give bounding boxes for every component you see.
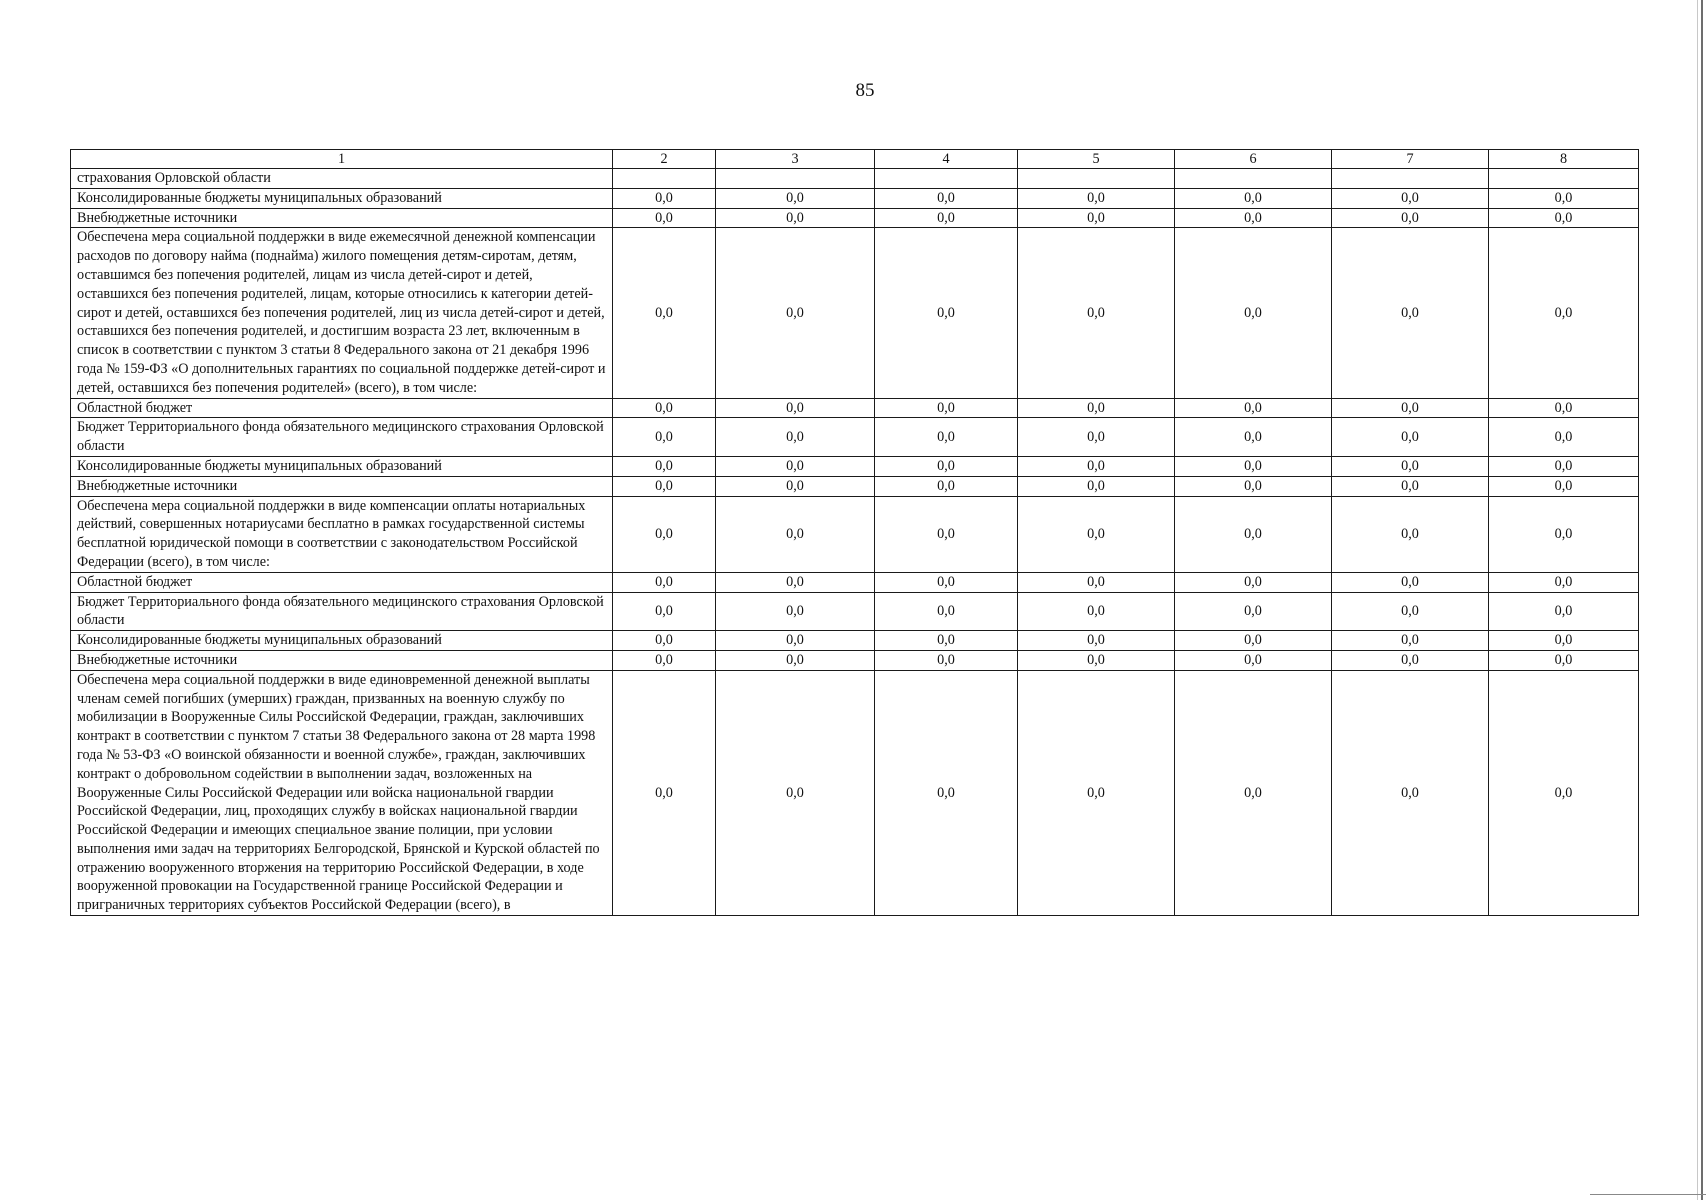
value-cell: 0,0 [875,496,1018,572]
table-row [71,650,1639,670]
value-cell: 0,0 [716,650,875,670]
value-cell: 0,0 [716,418,875,457]
value-cell: 0,0 [1018,592,1175,631]
table-row [71,496,1639,572]
value-cell: 0,0 [1332,631,1489,651]
value-cell: 0,0 [1489,572,1639,592]
table-row [71,188,1639,208]
row-label: Обеспечена мера социальной поддержки в виде компенсации оплаты нотариальных действий, совершенных нотариусами бесплатно в рамках государственной системы бесплатной юридической помощи в соответствии с законодательством Российской Федерации (всего), в том числе: [71,496,613,572]
value-cell: 0,0 [1018,418,1175,457]
value-cell: 0,0 [1489,418,1639,457]
scan-edge-bottom [1590,1194,1706,1195]
value-cell: 0,0 [875,572,1018,592]
column-header-6: 6 [1175,150,1332,169]
value-cell: 0,0 [875,670,1018,915]
table-header-row [71,150,1639,169]
value-cell: 0,0 [1332,418,1489,457]
value-cell: 0,0 [1332,572,1489,592]
column-header-5: 5 [1018,150,1175,169]
value-cell: 0,0 [875,188,1018,208]
row-label: Консолидированные бюджеты муниципальных образований [71,456,613,476]
row-label: Внебюджетные источники [71,650,613,670]
value-cell: 0,0 [875,418,1018,457]
value-cell: 0,0 [1018,208,1175,228]
value-cell: 0,0 [1175,650,1332,670]
value-cell [1489,169,1639,189]
value-cell: 0,0 [716,670,875,915]
page-number: 85 [855,80,875,101]
value-cell: 0,0 [875,631,1018,651]
value-cell: 0,0 [1018,188,1175,208]
value-cell: 0,0 [1175,188,1332,208]
value-cell: 0,0 [716,592,875,631]
value-cell: 0,0 [716,456,875,476]
table-row [71,456,1639,476]
scan-edge-right [1701,0,1703,1200]
value-cell: 0,0 [716,631,875,651]
row-label: Обеспечена мера социальной поддержки в виде ежемесячной денежной компенсации расходов по договору найма (поднайма) жилого помещения детям-сиротам, детям, оставшимся без попечения родителей, лицам из числа детей-сирот и детей, оставшихся без попечения родителей, лицам, которые относились к категории детей-сирот и детей, оставшихся без попечения родителей, лиц из числа детей-сирот и детей, оставшихся без попечения родителей, и достигшим возраста 23 лет, включенным в список в соответствии с пунктом 3 статьи 8 Федерального закона от 21 декабря 1996 года № 159-ФЗ «О дополнительных гарантиях по социальной поддержке детей-сирот и детей, оставшихся без попечения родителей» (всего), в том числе: [71,228,613,398]
table-row [71,398,1639,418]
value-cell: 0,0 [875,398,1018,418]
value-cell: 0,0 [1332,496,1489,572]
value-cell [1175,169,1332,189]
value-cell: 0,0 [613,496,716,572]
value-cell: 0,0 [613,572,716,592]
value-cell: 0,0 [1332,228,1489,398]
value-cell: 0,0 [1175,496,1332,572]
value-cell [613,169,716,189]
value-cell: 0,0 [1489,670,1639,915]
value-cell: 0,0 [1175,631,1332,651]
value-cell: 0,0 [875,592,1018,631]
value-cell: 0,0 [1175,398,1332,418]
value-cell: 0,0 [1018,228,1175,398]
row-label: Бюджет Территориального фонда обязательного медицинского страхования Орловской области [71,418,613,457]
value-cell [1018,169,1175,189]
value-cell: 0,0 [1175,208,1332,228]
value-cell: 0,0 [1332,188,1489,208]
row-label: Консолидированные бюджеты муниципальных образований [71,188,613,208]
value-cell: 0,0 [1175,228,1332,398]
value-cell: 0,0 [1018,398,1175,418]
value-cell: 0,0 [1332,592,1489,631]
value-cell: 0,0 [1332,398,1489,418]
value-cell: 0,0 [875,456,1018,476]
value-cell: 0,0 [875,476,1018,496]
value-cell: 0,0 [1332,650,1489,670]
value-cell: 0,0 [875,228,1018,398]
value-cell: 0,0 [1332,670,1489,915]
value-cell: 0,0 [613,670,716,915]
value-cell: 0,0 [613,631,716,651]
value-cell: 0,0 [613,228,716,398]
value-cell: 0,0 [716,188,875,208]
row-label: Обеспечена мера социальной поддержки в виде единовременной денежной выплаты членам семей погибших (умерших) граждан, призванных на военную службу по мобилизации в Вооруженные Силы Российской Федерации, граждан, заключивших контракт в соответствии с пунктом 7 статьи 38 Федерального закона от 28 марта 1998 года № 53-ФЗ «О воинской обязанности и военной службе», граждан, заключивших контракт о добровольном содействии в выполнении задач, возложенных на Вооруженные Силы Российской Федерации или войска национальной гвардии Российской Федерации, лиц, проходящих службу в войсках национальной гвардии Российской Федерации и имеющих специальное звание полиции, при условии выполнения ими задач на территориях Белгородской, Брянской и Курской областей по отражению вооруженного вторжения на территорию Российской Федерации, в ходе вооруженной провокации на Государственной границе Российской Федерации и приграничных территориях субъектов Российской Федерации (всего), в [71,670,613,915]
column-header-4: 4 [875,150,1018,169]
value-cell: 0,0 [1489,188,1639,208]
value-cell: 0,0 [613,456,716,476]
value-cell: 0,0 [1489,592,1639,631]
value-cell: 0,0 [716,398,875,418]
value-cell: 0,0 [1489,496,1639,572]
value-cell: 0,0 [1489,631,1639,651]
value-cell: 0,0 [1018,496,1175,572]
value-cell: 0,0 [716,572,875,592]
value-cell: 0,0 [613,476,716,496]
table-row [71,418,1639,457]
column-header-7: 7 [1332,150,1489,169]
table-row [71,228,1639,398]
value-cell: 0,0 [1489,476,1639,496]
row-label: Областной бюджет [71,398,613,418]
column-header-2: 2 [613,150,716,169]
value-cell: 0,0 [1489,228,1639,398]
scan-edge-thin [1697,0,1698,1200]
value-cell: 0,0 [1018,572,1175,592]
value-cell [875,169,1018,189]
table-row [71,670,1639,915]
row-label: Бюджет Территориального фонда обязательного медицинского страхования Орловской области [71,592,613,631]
value-cell: 0,0 [613,592,716,631]
value-cell: 0,0 [1332,456,1489,476]
value-cell: 0,0 [1175,572,1332,592]
value-cell: 0,0 [1175,456,1332,476]
value-cell: 0,0 [1018,631,1175,651]
value-cell: 0,0 [613,398,716,418]
budget-table [70,149,1639,916]
row-label: Внебюджетные источники [71,208,613,228]
value-cell: 0,0 [716,476,875,496]
column-header-3: 3 [716,150,875,169]
table-row [71,592,1639,631]
value-cell: 0,0 [716,228,875,398]
value-cell: 0,0 [1489,650,1639,670]
value-cell: 0,0 [1489,208,1639,228]
column-header-8: 8 [1489,150,1639,169]
value-cell: 0,0 [1018,670,1175,915]
table-row [71,572,1639,592]
value-cell [716,169,875,189]
value-cell: 0,0 [613,418,716,457]
row-label: Областной бюджет [71,572,613,592]
value-cell: 0,0 [1175,476,1332,496]
table-row [71,631,1639,651]
table-row [71,169,1639,189]
value-cell: 0,0 [716,208,875,228]
value-cell: 0,0 [1018,456,1175,476]
value-cell: 0,0 [1175,670,1332,915]
value-cell: 0,0 [716,496,875,572]
value-cell: 0,0 [1018,476,1175,496]
row-label: Внебюджетные источники [71,476,613,496]
value-cell: 0,0 [875,650,1018,670]
value-cell: 0,0 [1175,418,1332,457]
table-row [71,208,1639,228]
value-cell: 0,0 [1489,398,1639,418]
value-cell: 0,0 [1018,650,1175,670]
value-cell: 0,0 [875,208,1018,228]
row-label: Консолидированные бюджеты муниципальных образований [71,631,613,651]
column-header-1: 1 [71,150,613,169]
value-cell: 0,0 [613,188,716,208]
value-cell [1332,169,1489,189]
value-cell: 0,0 [1332,476,1489,496]
table-row [71,476,1639,496]
table-body [71,150,1639,916]
value-cell: 0,0 [1175,592,1332,631]
value-cell: 0,0 [1332,208,1489,228]
value-cell: 0,0 [613,208,716,228]
value-cell: 0,0 [1489,456,1639,476]
value-cell: 0,0 [613,650,716,670]
row-label: страхования Орловской области [71,169,613,189]
